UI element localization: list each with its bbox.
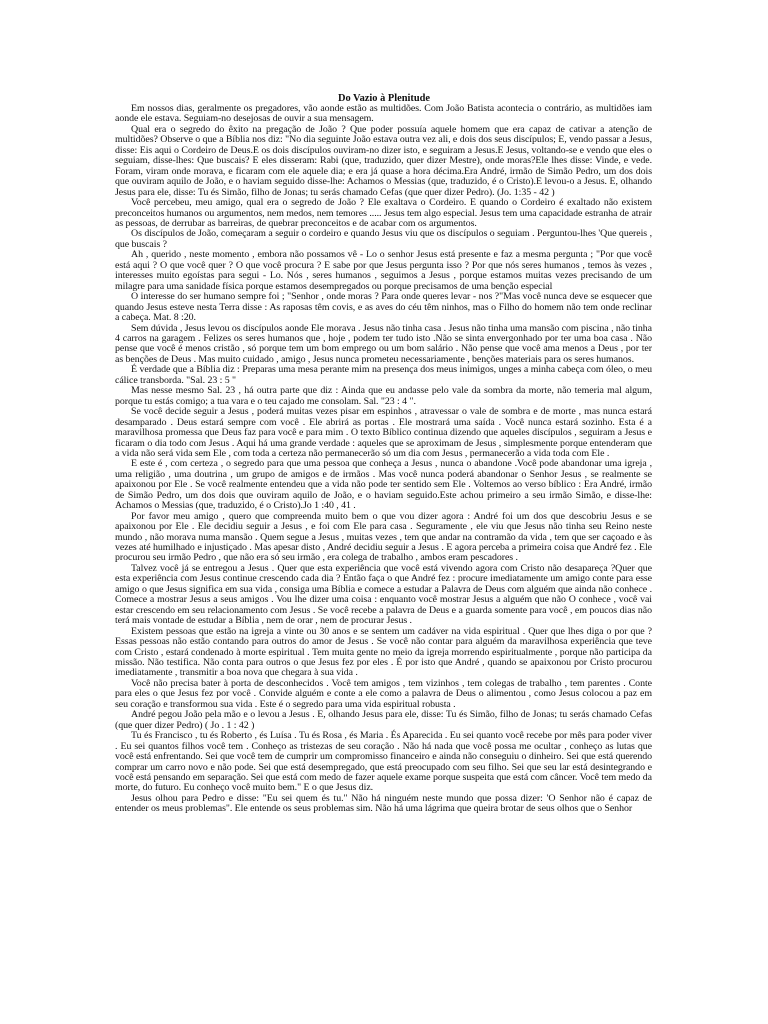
paragraph: E este é , com certeza , o segredo para que uma pessoa que conheça a Jesus , nunca o abandone .Você pode abandonar uma igreja , uma religião , uma doutrina , um grupo de amigos e de irmãos . Mas você nunca poderá abandonar o Senhor Jesus , se realmente se apaixonou por Ele . Se você realmente entendeu que a vida não pode ter sentido sem Ele . Voltemos ao verso bíblico : Era André, irmão de Simão Pedro, um dos dois que ouviram aquilo de João, e o haviam seguido.Este achou primeiro a seu irmão Simão, e disse-lhe: Achamos o Messias (que, traduzido, é o Cristo).Jo 1 :40 , 41 . <box>115 458 652 512</box>
document-title: Do Vazio à Plenitude <box>337 93 431 104</box>
paragraph: Você não precisa bater à porta de desconhecidos . Você tem amigos , tem vizinhos , tem colegas de trabalho , tem parentes . Conte para eles o que Jesus fez por você . Convide alguém e conte a ele como a palavra de Deus o alimentou , como Jesus colocou a paz em seu coração e transformou sua vida . Este é o segredo para uma vida espiritual robusta . <box>115 677 652 710</box>
paragraph: Você percebeu, meu amigo, qual era o segredo de João ? Ele exaltava o Cordeiro. E quando o Cordeiro é exaltado não existem preconceitos humanos ou argumentos, nem medos, nem temores ..... Jesus tem algo especial. Jesus tem uma capacidade estranha de atrair as pessoas, de derrubar as barreiras, de quebrar preconceitos e de acabar com os argumentos. <box>115 197 652 229</box>
paragraph: Tu és Francisco , tu és Roberto , és Luísa . Tu és Rosa , és Maria . És Aparecida . Eu sei quanto você recebe por mês para poder viver . Eu sei quantos filhos você tem . Conheço as tristezas de seu coração . Não há nada que você possa me ocultar , conheço as lutas que você está enfrentando. Sei que você tem de cumprir um compromisso financeiro e ainda não conseguiu o dinheiro. Sei que está querendo comprar um carro novo e não pode. Sei que está desempregado, que está preocupado com seu filho. Sei que seu lar está desintegrando e você está pensando em separação. Sei que está com medo de fazer aquele exame porque suspeita que está com câncer. Você tem medo da morte, do futuro. Eu conheço você muito bem." E o que Jesus diz. <box>115 730 652 794</box>
paragraph: Existem pessoas que estão na igreja a vinte ou 30 anos e se sentem um cadáver na vida espiritual . Quer que lhes diga o por que ? Essas pessoas não estão contando para outros do amor de Jesus . Se você não contar para alguém da maravilhosa experiência que teve com Cristo , estará condenado à morte espiritual . Tem muita gente no meio da igreja morrendo espiritualmente , porque não participa da missão. Não testifica. Não conta para outros o que Jesus fez por eles . É por isto que André , quando se apaixonou por Cristo procurou imediatamente , transmitir a boa nova que chegara à sua vida . <box>115 625 652 679</box>
paragraph: Qual era o segredo do êxito na pregação de João ? Que poder possuía aquele homem que era capaz de cativar a atenção de multidões? Observe o que a Bíblia nos diz: "No dia seguinte João estava outra vez ali, e dois dos seus discípulos; E, vendo passar a Jesus, disse: Eis aqui o Cordeiro de Deus.E os dois discípulos ouviram-no dizer isto, e seguiram a Jesus.E Jesus, voltando-se e vendo que eles o seguiam, disse-lhes: Que buscais? E eles disseram: Rabi (que, traduzido, quer dizer Mestre), onde moras?Ele lhes disse: Vinde, e vede. Foram, viram onde morava, e ficaram com ele aquele dia; e era já quase a hora décima.Era André, irmão de Simão Pedro, um dos dois que ouviram aquilo de João, e o haviam seguido disse-lhe: Achamos o Messias (que, traduzido, é o Cristo).E levou-o a Jesus. E, olhando Jesus para ele, disse: Tu és Simão, filho de Jonas; tu serás chamado Cefas (que quer dizer Pedro). (Jo. 1:35 - 42 ) <box>115 123 652 198</box>
paragraph: Jesus olhou para Pedro e disse: "Eu sei quem és tu." Não há ninguém neste mundo que possa dizer: 'O Senhor não é capaz de entender os meus problemas". Ele entende os seus problemas sim. Não há uma lágrima que queira brotar de seus olhos que o Senhor <box>115 792 652 815</box>
paragraph: Por favor meu amigo , quero que compreenda muito bem o que vou dizer agora : André foi um dos que descobriu Jesus e se apaixonou por Ele . Ele decidiu seguir a Jesus , e foi com Ele para casa . Seguramente , ele viu que Jesus não tinha seu Reino neste mundo , não morava numa mansão . Quem segue a Jesus , muitas vezes , tem que andar na contramão da vida , tem que ser caçoado e às vezes até humilhado e injustiçado . Mas apesar disto , André decidiu seguir a Jesus . E agora perceba a primeira coisa que André fez . Ele procurou seu irmão Pedro , que não era só seu irmão , era colega de trabalho , ambos eram pescadores . <box>115 510 652 564</box>
paragraph: Em nossos dias, geralmente os pregadores, vão aonde estão as multidões. Com João Batista acontecia o contrário, as multidões iam aonde ele estava. Seguiam-no desejosas de ouvir a sua mensagem. <box>115 104 652 125</box>
paragraph: Mas nesse mesmo Sal. 23 , há outra parte que diz : Ainda que eu andasse pelo vale da sombra da morte, não temeria mal algum, porque tu estás comigo; a tua vara e o teu cajado me consolam. Sal. "23 : 4 ". <box>115 385 652 407</box>
paragraph: Se você decide seguir a Jesus , poderá muitas vezes pisar em espinhos , atravessar o vale de sombra e de morte , mas nunca estará desamparado . Deus estará sempre com você . Ele abrirá as portas . Ele mostrará uma saída . Você nunca estará sozinho. Esta é a maravilhosa promessa que Deus faz para você e para mim . O texto Bíblico continua dizendo que aqueles discípulos , seguiram a Jesus e ficaram o dia todo com Jesus . Aqui há uma grande verdade : aqueles que se aproximam de Jesus , simplesmente porque entenderam que a vida não será vida sem Ele , com toda a certeza não permanecerão só um dia com Jesus , permanecerão a vida toda com Ele . <box>115 406 652 459</box>
paragraph: André pegou João pela mão e o levou a Jesus . E, olhando Jesus para ele, disse: Tu és Simão, filho de Jonas; tu serás chamado Cefas (que quer dizer Pedro) ( Jo . 1 : 42 ) <box>115 709 652 731</box>
paragraph: Sem dúvida , Jesus levou os discípulos aonde Ele morava . Jesus não tinha casa . Jesus não tinha uma mansão com piscina , não tinha 4 carros na garagem . Felizes os seres humanos que , hoje , podem ter tudo isto .Não se sinta envergonhado por ter uma boa casa . Não pense que você é menos cristão , só porque tem um bom emprego ou um bom salário . Não pense que você ama menos a Deus , por ter as benções de Deus . Mas muito cuidado , amigo , Jesus nunca prometeu necessariamente , benções materiais para os seres humanos. <box>115 322 652 365</box>
paragraph: Talvez você já se entregou a Jesus . Quer que esta experiência que você está vivendo agora com Cristo não desapareça ?Quer que esta experiência com Jesus continue crescendo cada dia ? Então faça o que André fez : procure imediatamente um amigo conte para esse amigo o que Jesus significa em sua vida , consiga uma Bíblia e comece a estudar a Palavra de Deus com alguém que ainda não conhece . Comece a mostrar Jesus a seus amigos . Vou lhe dizer uma coisa : enquanto você mostrar Jesus a alguém que não O conhece , você vai estar crescendo em seu relacionamento com Jesus . Se você recebe a palavra de Deus e a guarda somente para você , em poucos dias não terá mais vontade de estudar a Bíblia , nem de orar , nem de procurar Jesus . <box>115 562 652 627</box>
paragraph: É verdade que a Bíblia diz : Preparas uma mesa perante mim na presença dos meus inimigos, unges a minha cabeça com óleo, o meu cálice transborda. "Sal. 23 : 5 " <box>115 364 652 386</box>
paragraph: Ah , querido , neste momento , embora não possamos vê - Lo o senhor Jesus está presente e faz a mesma pergunta ; "Por que você está aqui ? O que você quer ? O que você procura ? E sabe por que Jesus pergunta isso ? Por que nós seres humanos , temos às vezes , interesses muito egoístas para segui - Lo. Nós , seres humanos , seguimos a Jesus , porque estamos muitas vezes precisando de um milagre para uma sanidade física porque estamos desempregados ou porque precisamos de uma benção especial <box>115 249 652 292</box>
document-body <box>115 104 652 1024</box>
paragraph: Os discípulos de João, começaram a seguir o cordeiro e quando Jesus viu que os discípulos o seguiam . Perguntou-lhes 'Que quereis , que buscais ? <box>115 228 652 250</box>
paragraph: O interesse do ser humano sempre foi ; "Senhor , onde moras ? Para onde queres levar - nos ?"Mas você nunca deve se esquecer que quando Jesus esteve nesta Terra disse : As raposas têm covis, e as aves do céu têm ninhos, mas o Filho do homem não tem onde reclinar a cabeça. Mat. 8 :20. <box>115 291 652 324</box>
